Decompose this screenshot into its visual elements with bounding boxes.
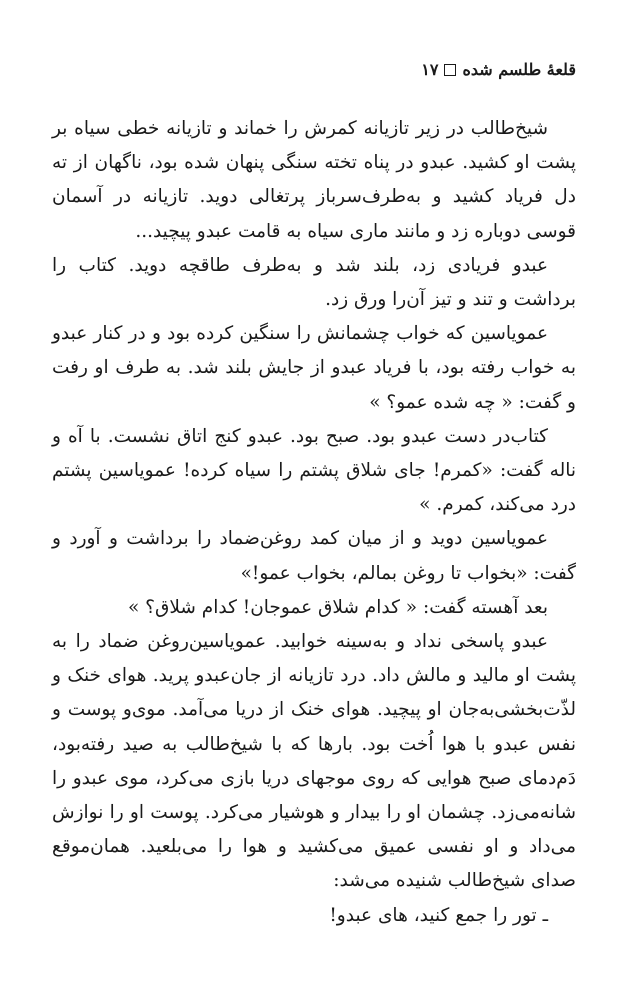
page-header bbox=[421, 60, 576, 79]
paragraph-4: کتاب‌در دست عبدو بود. صبح بود. عبدو کنج اتاق نشست. با آه و ناله گفت: «کمرم! جای شلاق پشتم را سیاه کرده! عمویاسین پشتم درد می‌کند، کمرم. » bbox=[52, 425, 576, 516]
paragraph-8: ـ تور را جمع کنید، های عبدو! bbox=[329, 904, 548, 926]
square-separator-icon bbox=[444, 64, 456, 76]
paragraph-5: عمویاسین دوید و از میان کمد روغن‌ضماد را برداشت و آورد و گفت: «بخواب تا روغن بمالم، بخواب عمو!» bbox=[52, 528, 576, 584]
body-text bbox=[52, 112, 576, 933]
paragraph-3: عمویاسین که خواب چشمانش را سنگین کرده بود و در کنار عبدو به خواب رفته بود، با فریاد عبدو از جایش بلند شد. به طرف او رفت و گفت: « چه شده عمو؟ » bbox=[52, 323, 576, 413]
paragraph-7: عبدو پاسخی نداد و به‌سینه خوابید. عمویاسین‌روغن ضماد را به پشت او مالید و مالش داد. درد تازیانه از جان‌عبدو پرید. هوای خنک و لذّت‌بخشی‌به‌جان او پیچید. هوای خنک از دریا می‌آمد. موی‌و پوست و نفس عبدو با هوا اُخت بود. بارها که با شیخ‌طالب به صید رفته‌بود، دَم‌دمای صبح هوایی که روی موجهای دریا بازی می‌کرد، موی عبدو را شانه‌می‌زد. چشمان او را بیدار و هوشیار می‌کرد. پوست او را نوازش می‌داد و او نفسی عمیق می‌کشید و هوا را می‌بلعید. همان‌موقع صدای شیخ‌طالب شنیده می‌شد: bbox=[52, 631, 576, 892]
paragraph-1: شیخ‌طالب در زیر تازیانه کمرش را خماند و تازیانه خطی سیاه بر پشت او کشید. عبدو در پناه تخته سنگی پنهان شده بود، ناگهان از ته دل فریاد کشید و به‌طرف‌سرباز پرتغالی دوید. تازیانه در آسمان قوسی دوباره زد و مانند ماری سیاه به قامت عبدو پیچید... bbox=[52, 118, 576, 242]
page-number: ۱۷ bbox=[421, 60, 439, 79]
chapter-title: قلعهٔ طلسم شده bbox=[462, 60, 576, 79]
paragraph-2: عبدو فریادی زد، بلند شد و به‌طرف طاقچه دوید. کتاب را برداشت و تند و تیز آن‌را ورق زد. bbox=[52, 254, 576, 311]
paragraph-6: بعد آهسته گفت: « کدام شلاق عموجان! کدام شلاق؟ » bbox=[127, 596, 548, 618]
